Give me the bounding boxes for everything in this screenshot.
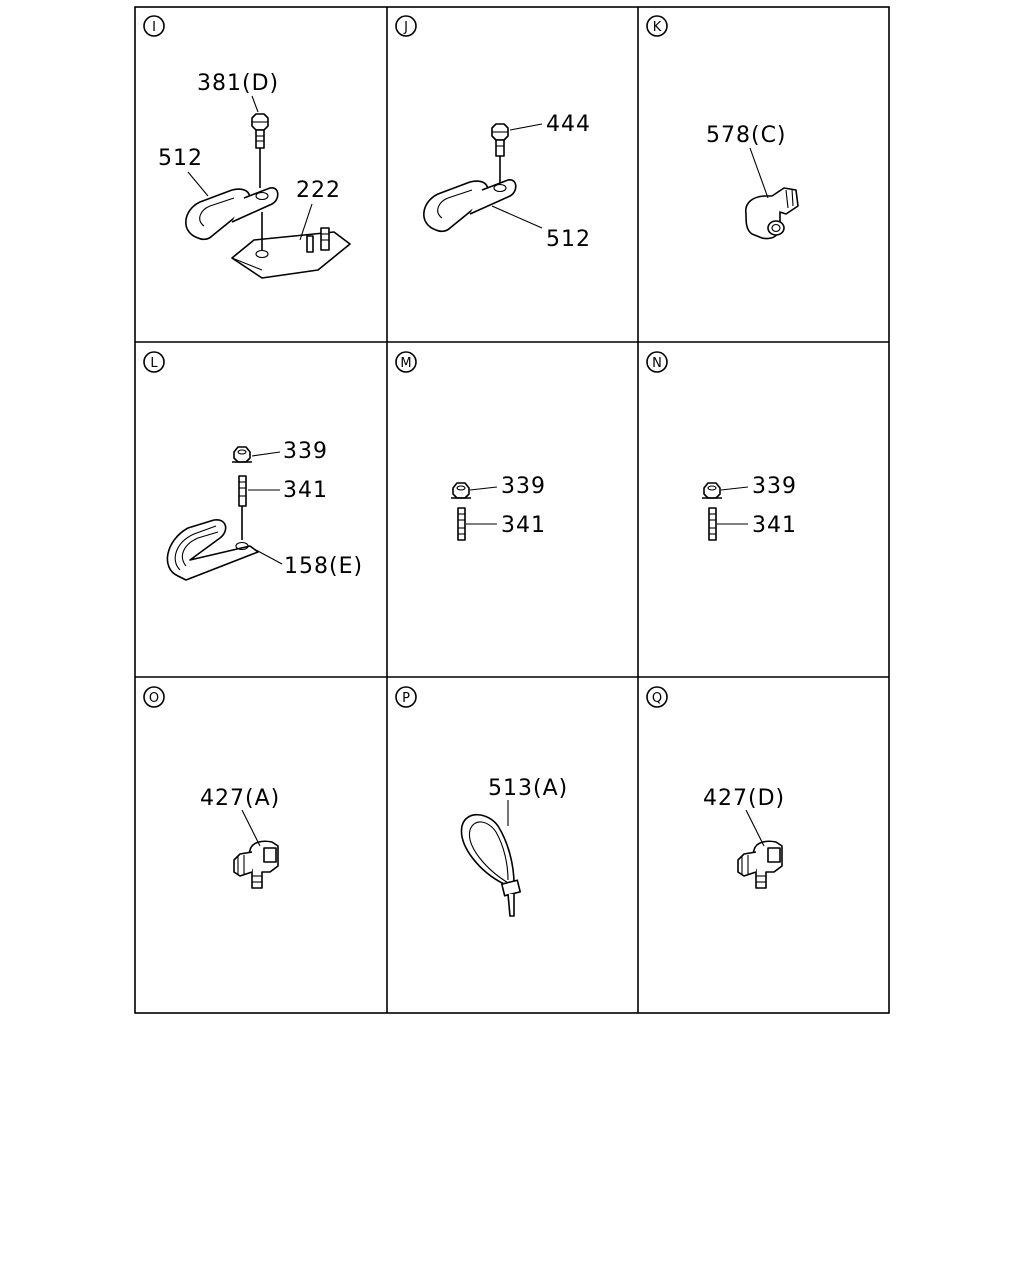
part-number-label: 427(D) xyxy=(703,786,786,811)
panel-j xyxy=(396,16,591,252)
leader-line xyxy=(721,487,748,490)
part-number-label: 222 xyxy=(296,178,341,203)
pipe-clip xyxy=(167,520,258,580)
flange-nut xyxy=(232,447,252,462)
part-number-label: 339 xyxy=(752,474,797,499)
panel-id-badge xyxy=(144,16,164,36)
leader-line xyxy=(492,206,542,228)
leader-line xyxy=(256,550,282,564)
panel-q xyxy=(647,687,785,888)
svg-text:N: N xyxy=(652,356,662,371)
part-number-label: 444 xyxy=(546,112,591,137)
svg-text:L: L xyxy=(150,356,158,371)
panel-l xyxy=(144,352,363,580)
part-number-label: 512 xyxy=(546,227,591,252)
panel-id-badge xyxy=(396,352,416,372)
pipe-clip xyxy=(186,188,278,240)
panel-n xyxy=(647,352,797,540)
panel-id-badge xyxy=(144,352,164,372)
part-number-label: 339 xyxy=(501,474,546,499)
stud-bolt xyxy=(239,476,246,540)
flange-nut xyxy=(702,483,722,498)
panel-k xyxy=(647,16,798,239)
leader-line xyxy=(252,96,258,112)
part-number-label: 381(D) xyxy=(197,71,280,96)
panel-i xyxy=(144,16,350,278)
svg-text:K: K xyxy=(652,20,662,35)
part-number-label: 341 xyxy=(283,478,328,503)
stud-bolt xyxy=(709,508,716,540)
svg-text:M: M xyxy=(400,356,412,371)
leader-line xyxy=(188,172,208,196)
panel-m xyxy=(396,352,546,540)
pipe-clip xyxy=(424,180,516,232)
leader-line xyxy=(750,148,768,198)
part-number-label: 341 xyxy=(501,513,546,538)
elbow-fitting xyxy=(738,841,782,888)
flange-nut xyxy=(451,483,471,498)
svg-text:O: O xyxy=(148,691,160,706)
panel-id-badge xyxy=(647,352,667,372)
panel-p xyxy=(396,687,568,916)
panel-id-badge xyxy=(647,687,667,707)
leader-line xyxy=(746,810,764,846)
panel-id-badge xyxy=(144,687,164,707)
svg-text:I: I xyxy=(152,20,156,35)
elbow-fitting xyxy=(746,188,798,239)
svg-text:J: J xyxy=(404,20,408,35)
leader-line xyxy=(510,124,542,130)
cable-tie xyxy=(462,815,521,916)
panel-o xyxy=(144,687,280,888)
stud-bolt xyxy=(458,508,465,540)
part-number-label: 341 xyxy=(752,513,797,538)
panel-id-badge xyxy=(396,16,416,36)
part-number-label: 513(A) xyxy=(488,776,569,801)
part-number-label: 158(E) xyxy=(284,554,364,579)
panel-id-badge xyxy=(396,687,416,707)
elbow-fitting xyxy=(234,841,278,888)
leader-line xyxy=(252,452,280,456)
svg-text:Q: Q xyxy=(651,691,663,706)
part-number-label: 512 xyxy=(158,146,203,171)
bracket-plate xyxy=(232,212,350,278)
part-number-label: 578(C) xyxy=(706,123,787,148)
bolt xyxy=(252,114,268,188)
leader-line xyxy=(242,810,260,846)
leader-line xyxy=(470,487,497,490)
part-number-label: 427(A) xyxy=(200,786,281,811)
svg-text:P: P xyxy=(402,691,410,706)
part-number-label: 339 xyxy=(283,439,328,464)
panel-id-badge xyxy=(647,16,667,36)
